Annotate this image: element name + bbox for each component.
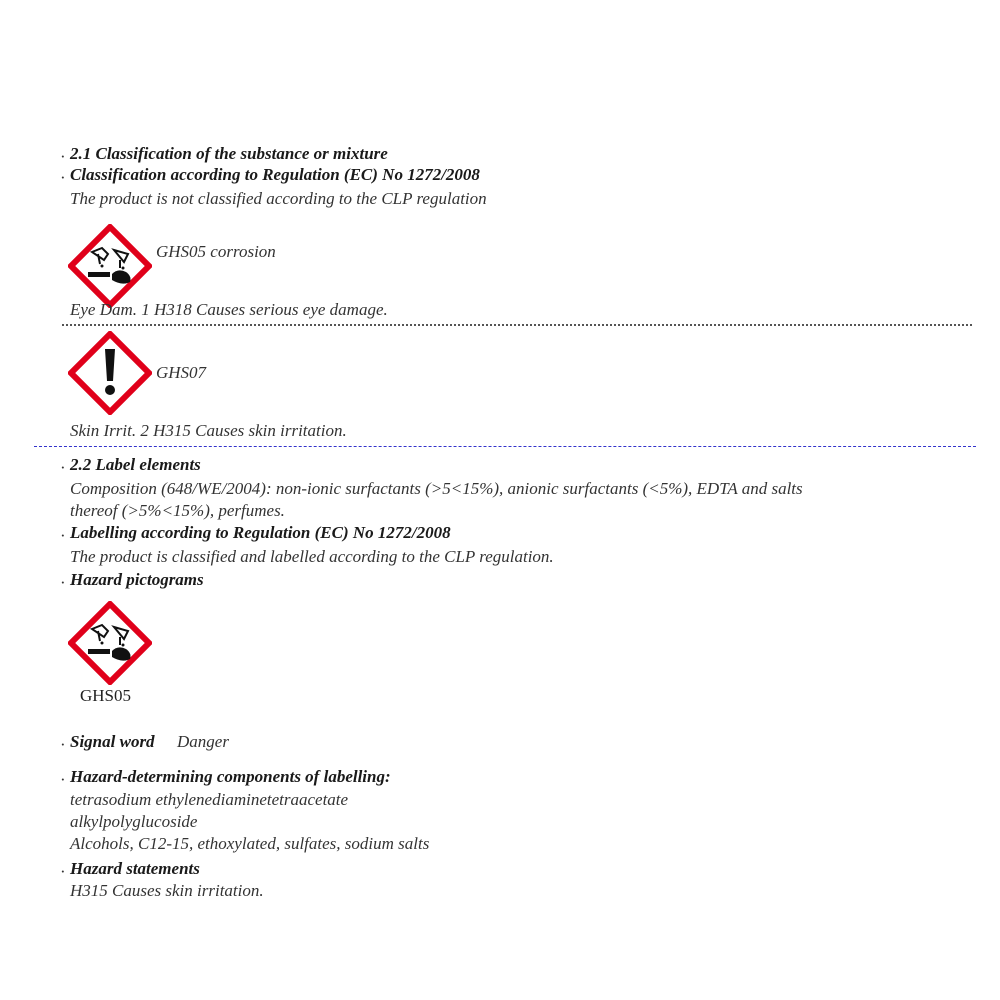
- section-2-1-heading: 2.1 Classification of the substance or mixture: [70, 144, 388, 163]
- component-item: alkylpolyglucoside: [70, 812, 198, 831]
- hazard-pictograms-heading: Hazard pictograms: [70, 570, 204, 589]
- exclamation-pictogram-icon: [68, 331, 152, 415]
- signal-word-value: Danger: [177, 732, 229, 751]
- ghs05-corrosion-label: GHS05 corrosion: [156, 242, 276, 261]
- bullet: ·: [60, 526, 66, 545]
- ghs05-label: GHS05: [80, 686, 132, 705]
- hazard-statement: H315 Causes skin irritation.: [70, 881, 264, 900]
- corrosion-pictogram-icon: [68, 224, 152, 308]
- skin-irritation-statement: Skin Irrit. 2 H315 Causes skin irritation.: [70, 421, 347, 440]
- ghs07-label: GHS07: [156, 363, 207, 382]
- bullet: ·: [60, 147, 66, 166]
- composition-line-2: thereof (>5%<15%), perfumes.: [70, 501, 285, 520]
- bullet: ·: [60, 862, 66, 881]
- dotted-divider: [62, 324, 972, 326]
- labelling-note: The product is classified and labelled according to the CLP regulation.: [70, 547, 554, 566]
- eye-damage-statement: Eye Dam. 1 H318 Causes serious eye damage.: [70, 300, 388, 319]
- classification-heading: Classification according to Regulation (EC) No 1272/2008: [70, 165, 480, 184]
- labelling-heading: Labelling according to Regulation (EC) No 1272/2008: [70, 523, 451, 542]
- component-item: Alcohols, C12-15, ethoxylated, sulfates, sodium salts: [70, 834, 430, 853]
- classification-note: The product is not classified according to the CLP regulation: [70, 189, 487, 208]
- hazard-statements-heading: Hazard statements: [70, 859, 200, 878]
- dashed-divider: [34, 446, 976, 447]
- hazard-components-heading: Hazard-determining components of labelling:: [70, 767, 391, 786]
- section-2-2-heading: 2.2 Label elements: [70, 455, 201, 474]
- bullet: ·: [60, 770, 66, 789]
- bullet: ·: [60, 458, 66, 477]
- component-item: tetrasodium ethylenediaminetetraacetate: [70, 790, 349, 809]
- bullet: ·: [60, 573, 66, 592]
- composition-line-1: Composition (648/WE/2004): non-ionic surfactants (>5<15%), anionic surfactants (<5%), EDTA and salts: [70, 479, 803, 498]
- signal-word-label: Signal word: [70, 732, 155, 751]
- bullet: ·: [60, 735, 66, 754]
- corrosion-pictogram-icon: [68, 601, 152, 685]
- bullet: ·: [60, 168, 66, 187]
